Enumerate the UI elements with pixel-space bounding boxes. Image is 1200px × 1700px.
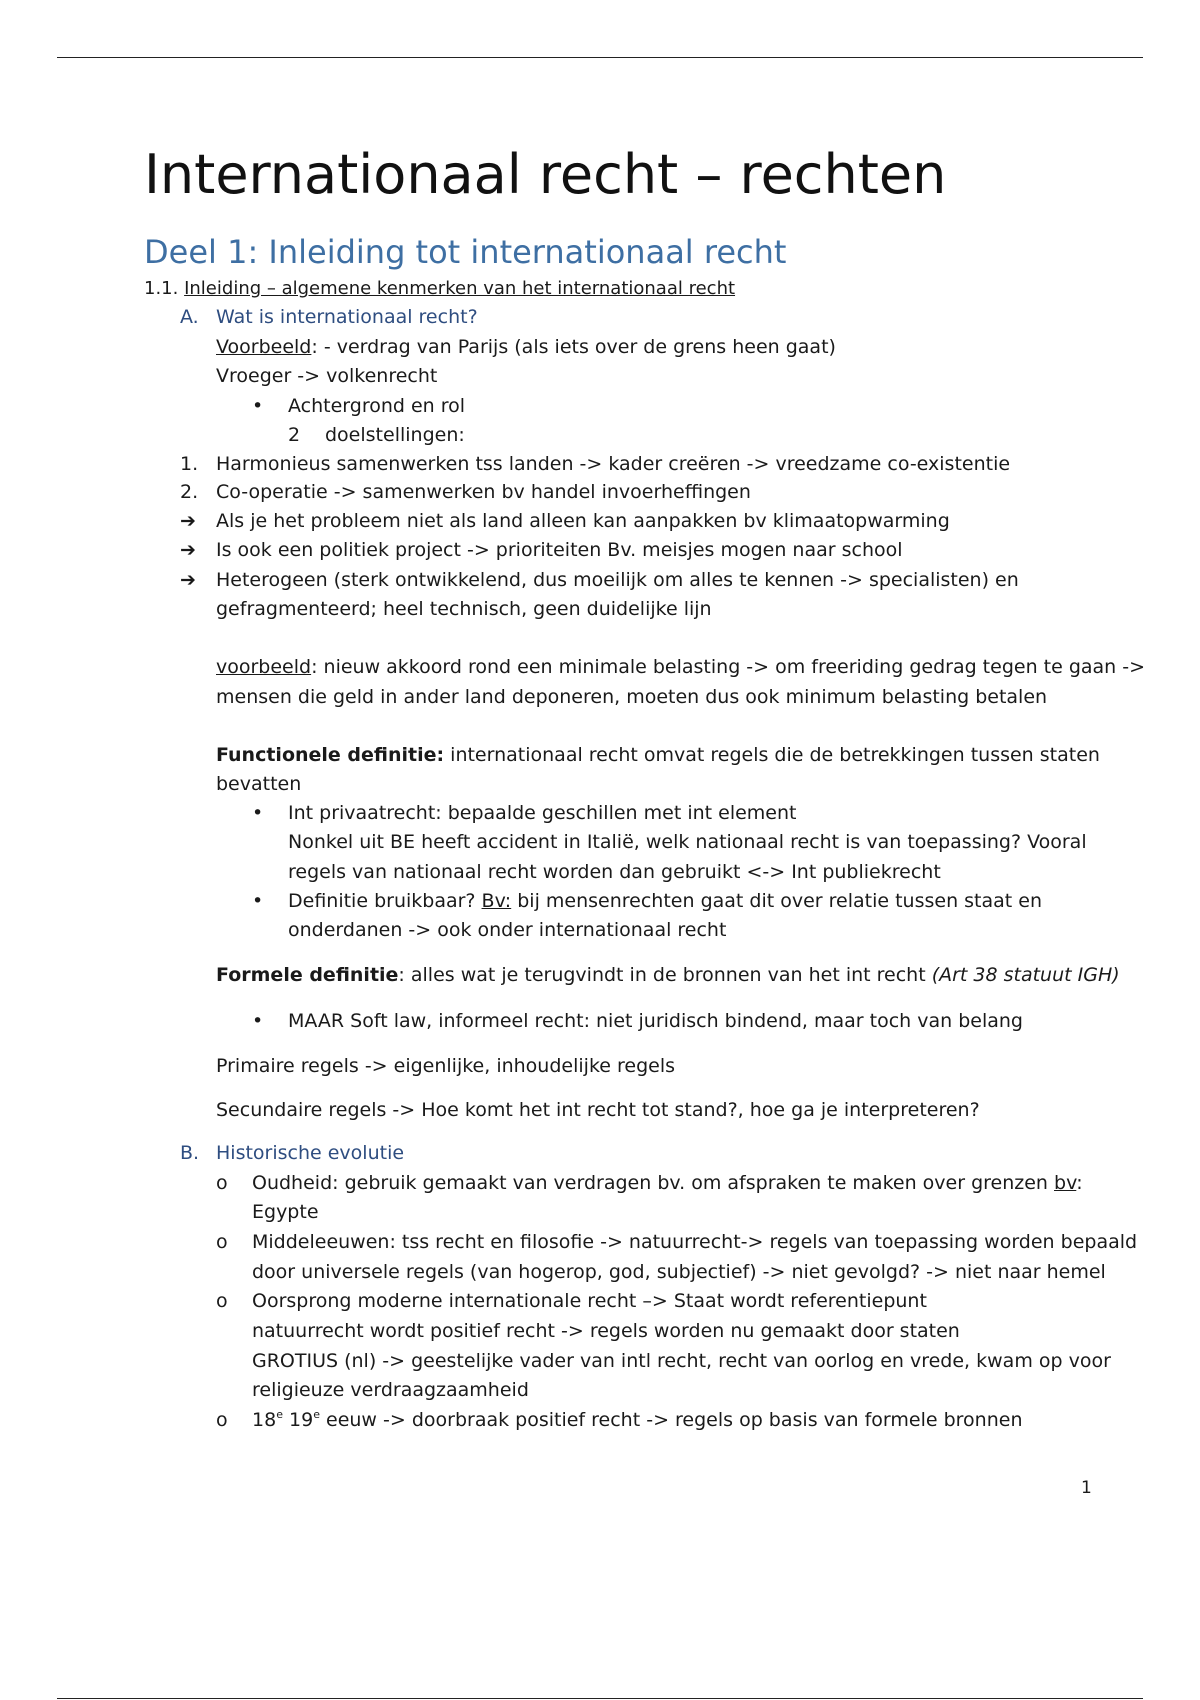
history-oorsprong-cont: religieuze verdraagzaamheid (252, 1379, 529, 1401)
arrow-icon: ➔ (180, 510, 196, 532)
formal-label: Formele definitie (216, 964, 399, 986)
century-19-sup: e (313, 1408, 320, 1421)
century-18: 18 (252, 1409, 277, 1431)
o-marker: o (216, 1172, 228, 1194)
history-oorsprong-cont: GROTIUS (nl) -> geestelijke vader van intl recht, recht van oorlog en vrede, kwam op voor (252, 1350, 1111, 1372)
list-marker: 2. (180, 481, 199, 503)
definitie-bv: Bv: (481, 890, 512, 912)
history-oudheid (252, 1174, 1083, 1193)
arrow-icon: ➔ (180, 569, 196, 591)
arrow-item-continued: gefragmenteerd; heel technisch, geen duidelijke lijn (216, 598, 712, 620)
example-line (216, 338, 836, 357)
example2-line2: mensen die geld in ander land deponeren, moeten dus ook minimum belasting betalen (216, 686, 1048, 708)
section-title: Inleiding – algemene kenmerken van het internationaal recht (184, 278, 736, 299)
list-marker: 1. (180, 453, 199, 475)
oudheid-colon: : (1076, 1172, 1083, 1194)
doel-number: 2 (288, 424, 301, 446)
history-18-19-eeuw (252, 1408, 1023, 1431)
bullet-marker: • (252, 802, 264, 824)
vroeger-line: Vroeger -> volkenrecht (216, 365, 438, 387)
bullet-continued: Nonkel uit BE heeft accident in Italië, welk nationaal recht is van toepassing? Vooral (288, 831, 1087, 853)
subsection-b-marker: B. (180, 1142, 200, 1164)
century-19: 19 (282, 1409, 314, 1431)
century-text: eeuw -> doorbraak positief recht -> regels op basis van formele bronnen (319, 1409, 1023, 1431)
section-heading (144, 280, 735, 298)
part-heading: Deel 1: Inleiding tot internationaal recht (144, 233, 787, 271)
definitie-text: bij mensenrechten gaat dit over relatie tussen staat en (511, 890, 1043, 912)
bullet-soft-law: MAAR Soft law, informeel recht: niet juridisch bindend, maar toch van belang (288, 1010, 1023, 1032)
example-label: Voorbeeld (216, 336, 312, 358)
subsection-a-title: Wat is internationaal recht? (216, 306, 478, 328)
bullet-marker: • (252, 395, 264, 417)
arrow-item: Is ook een politiek project -> prioriteiten Bv. meisjes mogen naar school (216, 539, 903, 561)
page-number: 1 (1081, 1478, 1092, 1498)
bullet-achtergrond: Achtergrond en rol (288, 395, 466, 417)
section-number: 1.1. (144, 278, 179, 299)
bullet-definitie (288, 892, 1042, 911)
secondary-rules: Secundaire regels -> Hoe komt het int recht tot stand?, hoe ga je interpreteren? (216, 1099, 980, 1121)
formal-text: : alles wat je terugvindt in de bronnen van het int recht (398, 964, 932, 986)
functional-text: internationaal recht omvat regels die de betrekkingen tussen staten (444, 744, 1100, 766)
formal-definition (216, 966, 1120, 985)
history-oorsprong-cont: natuurrecht wordt positief recht -> regels worden nu gemaakt door staten (252, 1320, 960, 1342)
bullet-marker: • (252, 1010, 264, 1032)
document-title: Internationaal recht – rechten (144, 143, 947, 206)
subsection-a-marker: A. (180, 306, 199, 328)
example2-label: voorbeeld (216, 656, 312, 678)
functional-definition (216, 746, 1100, 765)
example2-line1 (216, 658, 1145, 677)
bullet-continued: onderdanen -> ook onder internationaal recht (288, 919, 727, 941)
o-marker: o (216, 1231, 228, 1253)
century-18-sup: e (276, 1408, 283, 1421)
oudheid-bv: bv (1054, 1172, 1077, 1194)
functional-label: Functionele definitie: (216, 744, 445, 766)
o-marker: o (216, 1409, 228, 1431)
list-item: Harmonieus samenwerken tss landen -> kader creëren -> vreedzame co-existentie (216, 453, 1011, 475)
header-rule (57, 57, 1143, 58)
example2-text: : nieuw akkoord rond een minimale belasting -> om freeriding gedrag tegen te gaan -> (311, 656, 1146, 678)
history-oudheid-cont: Egypte (252, 1201, 319, 1223)
history-middeleeuwen: Middeleeuwen: tss recht en filosofie -> natuurrecht-> regels van toepassing worden bepaald (252, 1231, 1138, 1253)
oudheid-text: Oudheid: gebruik gemaakt van verdragen bv. om afspraken te maken over grenzen (252, 1172, 1055, 1194)
bullet-int-privaatrecht: Int privaatrecht: bepaalde geschillen met int element (288, 802, 797, 824)
o-marker: o (216, 1290, 228, 1312)
bullet-continued: regels van nationaal recht worden dan gebruikt <-> Int publiekrecht (288, 861, 941, 883)
primary-rules: Primaire regels -> eigenlijke, inhoudelijke regels (216, 1055, 676, 1077)
functional-definition-cont: bevatten (216, 773, 302, 795)
history-oorsprong: Oorsprong moderne internationale recht –> Staat wordt referentiepunt (252, 1290, 927, 1312)
definitie-label: Definitie bruikbaar? (288, 890, 482, 912)
arrow-icon: ➔ (180, 539, 196, 561)
bullet-marker: • (252, 890, 264, 912)
footer-rule (57, 1698, 1143, 1699)
history-middeleeuwen-cont: door universele regels (van hogerop, god, subjectief) -> niet gevolgd? -> niet naar hemel (252, 1261, 1106, 1283)
arrow-item: Als je het probleem niet als land alleen kan aanpakken bv klimaatopwarming (216, 510, 950, 532)
list-item: Co-operatie -> samenwerken bv handel invoerheffingen (216, 481, 751, 503)
example-text: : - verdrag van Parijs (als iets over de grens heen gaat) (311, 336, 836, 358)
subsection-b-title: Historische evolutie (216, 1142, 405, 1164)
formal-reference: (Art 38 statuut IGH) (931, 964, 1120, 986)
arrow-item: Heterogeen (sterk ontwikkelend, dus moeilijk om alles te kennen -> specialisten) en (216, 569, 1019, 591)
doel-text: doelstellingen: (325, 424, 465, 446)
